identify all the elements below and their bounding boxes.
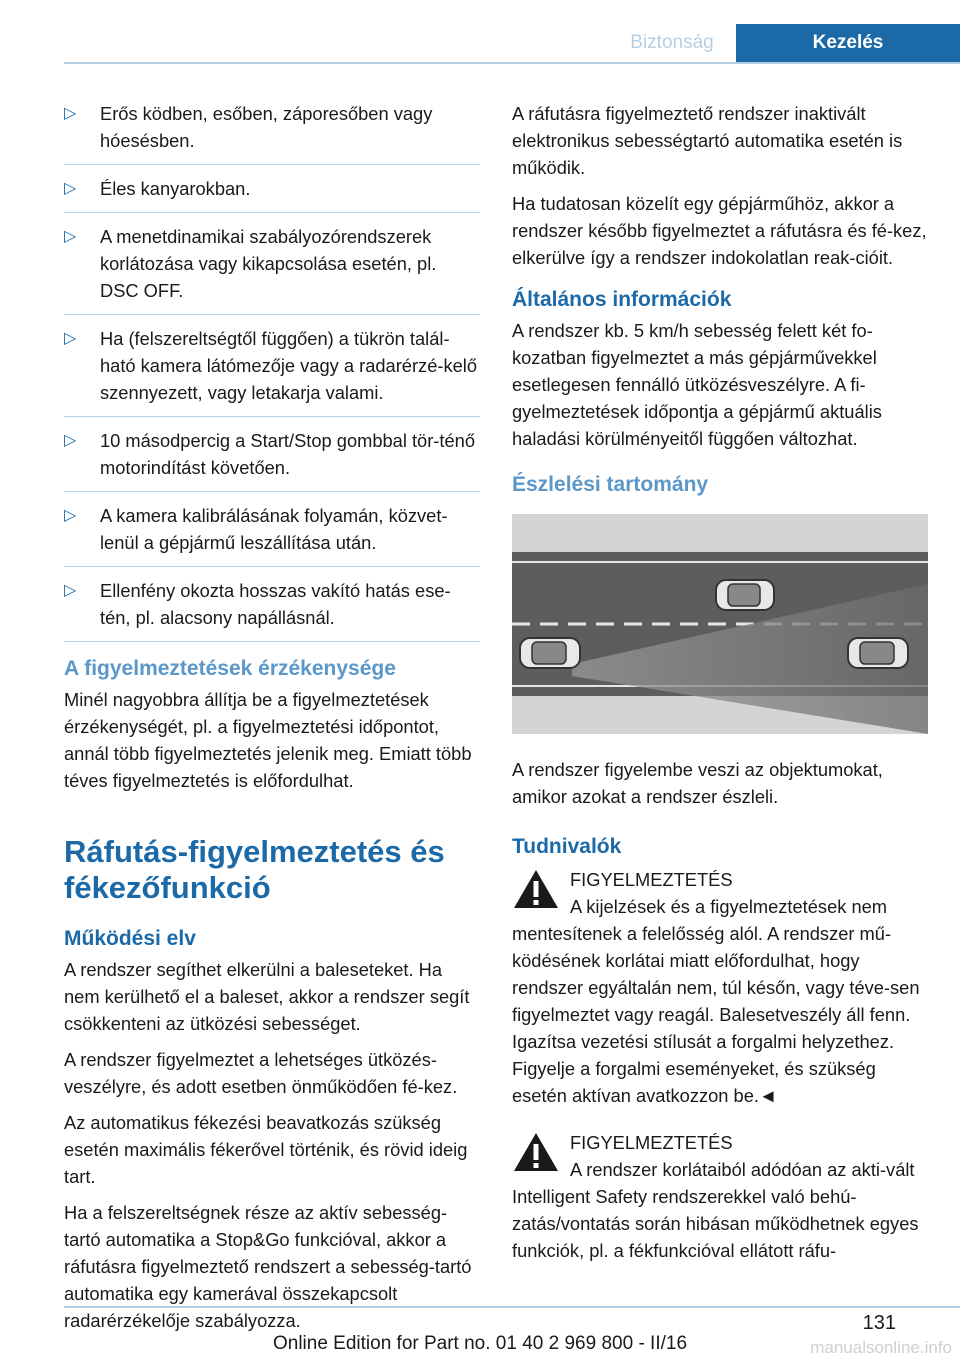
left-column xyxy=(64,100,480,1343)
heading-general-info: Általános információk xyxy=(512,288,732,311)
list-item: ▷ Ha (felszereltségtől függően) a tükrön talál-ható kamera látómezője vagy a radarérzé-kelő szennyezett, vagy letakarja valami. xyxy=(64,325,480,417)
warning-block-2 xyxy=(512,1129,928,1264)
bullet-triangle-icon: ▷ xyxy=(64,507,77,524)
warning-triangle-icon xyxy=(512,868,560,910)
diagram-caption: A rendszer figyelembe veszi az objektumokat, amikor azokat a rendszer észleli. xyxy=(512,759,883,807)
car-ahead-bottom xyxy=(848,638,908,668)
list-item: ▷ A menetdinamikai szabályozórendszerek korlátozása vagy kikapcsolása esetén, pl. DSC OFF. xyxy=(64,223,480,315)
list-item: ▷ Erős ködben, esőben, záporesőben vagy hóesésben. xyxy=(64,100,480,165)
paragraph: Ha tudatosan közelít egy gépjárműhöz, akkor a rendszer később figyelmeztet a ráfutásra és fé-kez, elkerülve így a rendszer indokolatlan reak-cióit. xyxy=(512,193,927,268)
own-car xyxy=(520,638,580,668)
bullet-triangle-icon: ▷ xyxy=(64,180,77,197)
paragraph: Az automatikus fékezési beavatkozás szükség esetén maximális fékerővel történik, és rövid ideig tart. xyxy=(64,1112,468,1187)
list-item: ▷ Éles kanyarokban. xyxy=(64,175,480,213)
tab-biztonsag[interactable]: Biztonság xyxy=(608,24,736,62)
bullet-triangle-icon: ▷ xyxy=(64,432,77,449)
condition-list xyxy=(64,100,480,642)
list-item: ▷ Ellenfény okozta hosszas vakító hatás ese-tén, pl. alacsony napállásnál. xyxy=(64,577,480,642)
warning-title: FIGYELMEZTETÉS xyxy=(570,869,733,890)
bullet-triangle-icon: ▷ xyxy=(64,105,77,122)
section-title: Ráfutás-figyelmeztetés és fékezőfunkció xyxy=(64,834,445,905)
car-ahead-top xyxy=(716,580,774,610)
heading-sensitivity: A figyelmeztetések érzékenysége xyxy=(64,657,396,680)
watermark: manualsonline.info xyxy=(810,1338,952,1357)
warning-title: FIGYELMEZTETÉS xyxy=(570,1132,733,1153)
footer-divider xyxy=(64,1306,960,1308)
warning-text: A kijelzések és a figyelmeztetések nem mentesítenek a felelősség alól. A rendszer mű-ködésének korlátai miatt előfordulhat, hogy rendszer egyáltalán nem, túl későn, vagy téve-sen figyelmeztet vagy reagál. Balesetveszély áll fenn. Igazítsa vezetési stílusát a forgalmi helyzethez. Figyelje a forgalmi eseményeket, és szükség esetén aktívan avatkozzon be.◄ xyxy=(512,896,920,1106)
bullet-triangle-icon: ▷ xyxy=(64,330,77,347)
heading-principle: Működési elv xyxy=(64,927,196,950)
header-divider xyxy=(64,62,960,64)
paragraph: A ráfutásra figyelmeztető rendszer inaktivált elektronikus sebességtartó automatika esetén is működik. xyxy=(512,103,903,178)
right-column xyxy=(512,100,928,1273)
list-item: ▷ A kamera kalibrálásának folyamán, közvet-lenül a gépjármű leszállítása után. xyxy=(64,502,480,567)
bullet-triangle-icon: ▷ xyxy=(64,228,77,245)
paragraph: A rendszer figyelmeztet a lehetséges ütközés-veszélyre, és adott esetben önműködően fé-kez. xyxy=(64,1049,458,1097)
bullet-triangle-icon: ▷ xyxy=(64,582,77,599)
warning-block-1 xyxy=(512,866,928,1109)
header-tabs xyxy=(608,24,960,62)
warning-triangle-icon xyxy=(512,1131,560,1173)
warning-text: A rendszer korlátaiból adódóan az akti-vált Intelligent Safety rendszerekkel való behú-zatás/vontatás során hibásan működhetnek egyes funkciók, pl. a fékfunkcióval ellátott ráfu- xyxy=(512,1159,919,1261)
heading-notes: Tudnivalók xyxy=(512,835,622,858)
paragraph: Ha a felszereltségnek része az aktív sebesség-tartó automatika a Stop&Go funkcióval, akkor a ráfutásra figyelmeztető rendszert a sebesség-tartó automatika egy kamerával összekapcsolt radarérzékelője szabályozza. xyxy=(64,1202,472,1331)
page-number: 131 xyxy=(862,1312,896,1334)
list-item: ▷ 10 másodpercig a Start/Stop gombbal tör-ténő motorindítást követően. xyxy=(64,427,480,492)
edition-text: Online Edition for Part no. 01 40 2 969 800 - II/16 xyxy=(272,1333,688,1354)
paragraph: A rendszer segíthet elkerülni a baleseteket. Ha nem kerülhető el a baleset, akkor a rendszer segít csökkenteni az ütközési sebességet. xyxy=(64,959,470,1034)
paragraph-sensitivity: Minél nagyobbra állítja be a figyelmeztetések érzékenységét, pl. a figyelmeztetési időpontot, annál több figyelmeztetés jelenik meg. Emiatt több téves figyelmeztetés is előfordulhat. xyxy=(64,689,472,791)
heading-detection-range: Észlelési tartomány xyxy=(512,473,709,496)
detection-range-diagram xyxy=(512,514,928,734)
paragraph: A rendszer kb. 5 km/h sebesség felett két fo-kozatban figyelmeztet a más gépjárművekkel esetlegesen fennálló ütközésveszélyre. A fi-gyelmeztetések időpontja a gépjármű aktuális haladási körülményeitől függően változhat. xyxy=(512,320,882,449)
tab-kezeles[interactable]: Kezelés xyxy=(736,24,960,62)
